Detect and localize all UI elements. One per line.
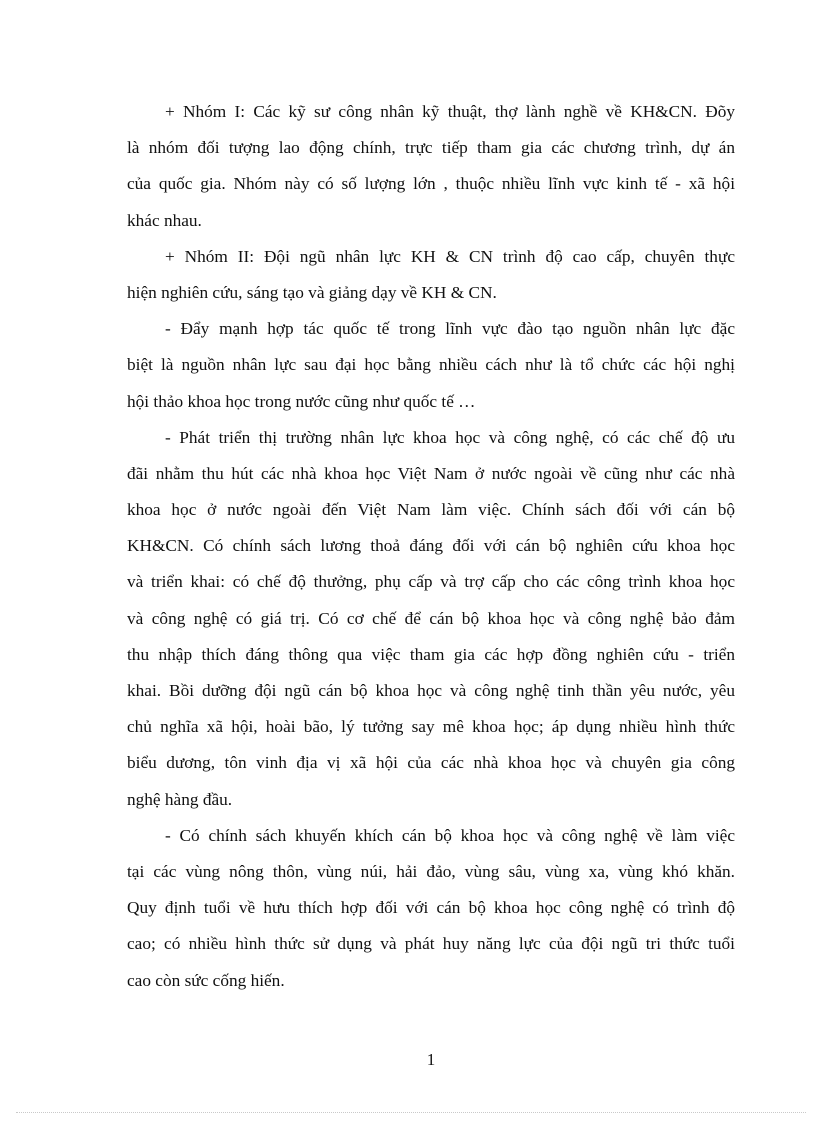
text-line: tại các vùng nông thôn, vùng núi, hải đảo, vùng sâu, vùng xa, vùng khó khăn.: [127, 861, 735, 881]
page-number: 1: [426, 1050, 436, 1069]
text-line: cao; có nhiều hình thức sử dụng và phát huy năng lực của đội ngũ tri thức tuổi: [127, 934, 735, 954]
text-line: của quốc gia. Nhóm này có số lượng lớn , thuộc nhiều lĩnh vực kinh tế - xã hội: [127, 174, 735, 194]
paragraph: [127, 239, 735, 311]
text-line: KH&CN. Có chính sách lương thoả đáng đối với cán bộ nghiên cứu khoa học: [127, 536, 735, 556]
text-line: biệt là nguồn nhân lực sau đại học bằng nhiều cách như là tổ chức các hội nghị: [127, 355, 735, 375]
text-line: và triển khai: có chế độ thưởng, phụ cấp và trợ cấp cho các công trình khoa học: [127, 572, 735, 592]
page-bottom-border: [16, 1112, 806, 1113]
text-line: và công nghệ có giá trị. Có cơ chế để cán bộ khoa học và công nghệ bảo đảm: [127, 608, 735, 628]
paragraph: [127, 818, 735, 999]
text-line: khoa học ở nước ngoài đến Việt Nam làm việc. Chính sách đối với cán bộ: [127, 500, 735, 520]
text-line: + Nhóm I: Các kỹ sư công nhân kỹ thuật, thợ lành nghề về KH&CN. Đõy: [165, 102, 735, 121]
text-line: biểu dương, tôn vinh địa vị xã hội của các nhà khoa học và chuyên gia công: [127, 753, 735, 773]
paragraph: [127, 420, 735, 818]
text-line: hiện nghiên cứu, sáng tạo và giảng dạy về KH & CN.: [127, 282, 497, 302]
text-line: nghệ hàng đầu.: [127, 789, 233, 809]
paragraph: [127, 94, 735, 239]
paragraph: [127, 311, 735, 420]
text-line: - Đẩy mạnh hợp tác quốc tế trong lĩnh vực đào tạo nguồn nhân lực đặc: [165, 319, 735, 339]
text-line: - Phát triển thị trường nhân lực khoa học và công nghệ, có các chế độ ưu: [165, 427, 735, 447]
text-line: Quy định tuổi về hưu thích hợp đối với cán bộ khoa học công nghệ có trình độ: [127, 898, 735, 918]
text-line: + Nhóm II: Đội ngũ nhân lực KH & CN trình độ cao cấp, chuyên thực: [165, 246, 735, 266]
text-line: đãi nhằm thu hút các nhà khoa học Việt Nam ở nước ngoài về cũng như các nhà: [127, 463, 735, 483]
text-line: cao còn sức cống hiến.: [127, 970, 285, 990]
text-line: khác nhau.: [127, 210, 202, 230]
text-line: - Có chính sách khuyến khích cán bộ khoa học và công nghệ về làm việc: [165, 825, 735, 845]
text-line: là nhóm đối tượng lao động chính, trực tiếp tham gia các chương trình, dự án: [127, 138, 735, 158]
text-line: chủ nghĩa xã hội, hoài bão, lý tưởng say mê khoa học; áp dụng nhiều hình thức: [127, 717, 735, 737]
text-line: thu nhập thích đáng thông qua việc tham gia các hợp đồng nghiên cứu - triển: [127, 644, 735, 664]
document-body: [127, 94, 735, 999]
text-line: khai. Bồi dưỡng đội ngũ cán bộ khoa học và công nghệ tinh thần yêu nước, yêu: [127, 681, 735, 700]
text-line: hội thảo khoa học trong nước cũng như quốc tế …: [127, 391, 476, 411]
